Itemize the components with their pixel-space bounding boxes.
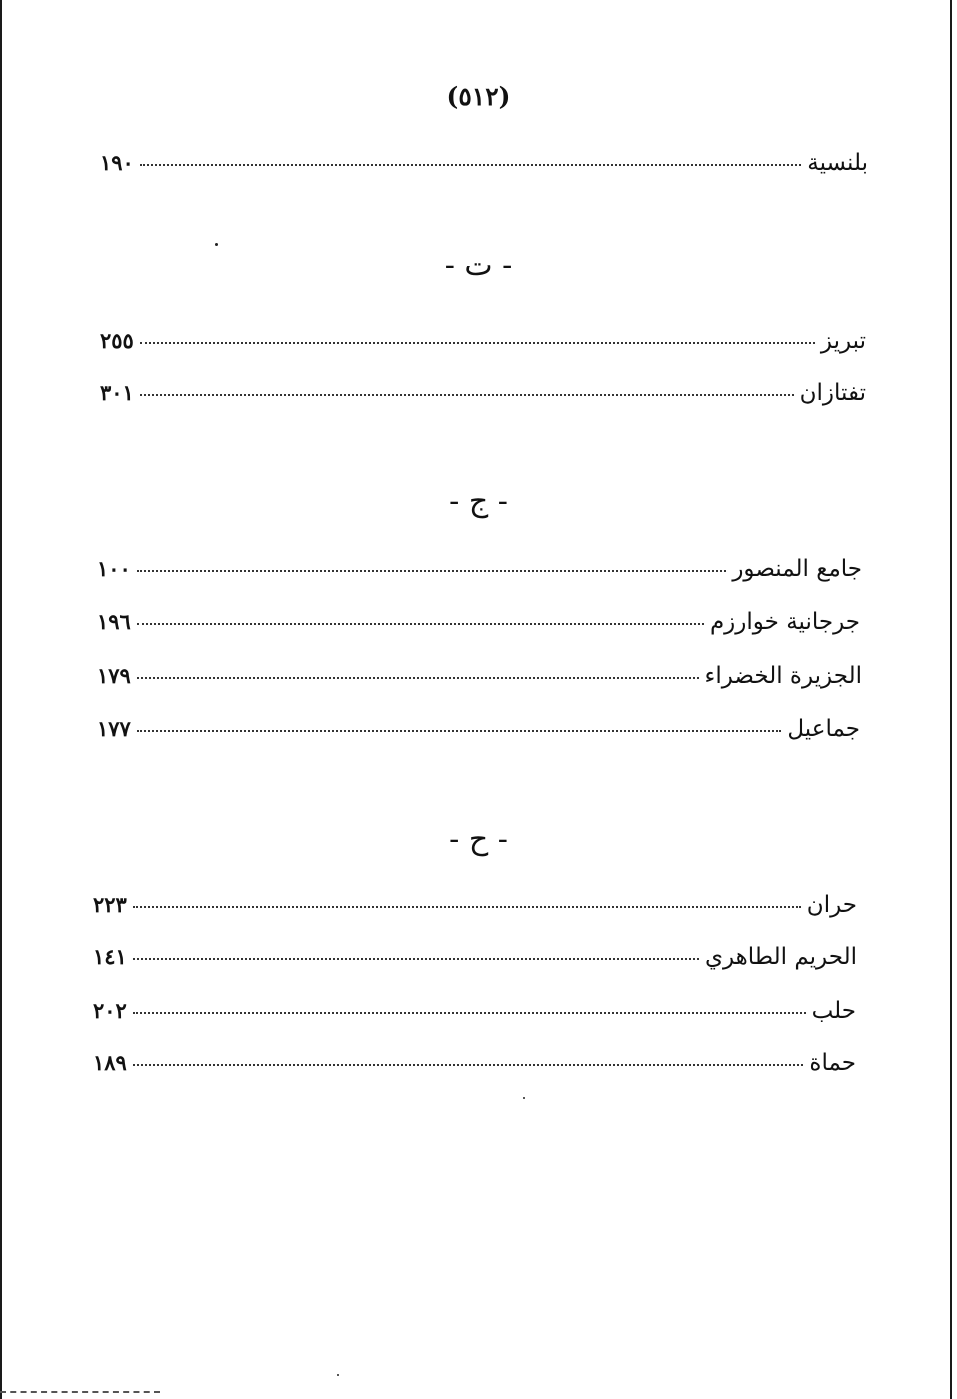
dot-leader (137, 623, 704, 625)
dot-leader (133, 958, 699, 960)
entry-place-name: جرجانية خوارزم (709, 609, 860, 635)
index-entry (93, 892, 857, 926)
entry-place-name: جماعيل (787, 716, 860, 742)
dot-leader (133, 1064, 804, 1066)
entry-place-name: جامع المنصور (732, 556, 862, 582)
index-entry (93, 944, 857, 978)
entry-place-name: الحريم الطاهري (704, 944, 857, 970)
index-entry (93, 998, 856, 1032)
entry-page-number: ١٩٠ (100, 150, 134, 175)
index-entry (97, 716, 860, 750)
scan-speck (337, 1374, 339, 1376)
dot-leader (133, 1012, 806, 1014)
entry-page-number: ٢٠٢ (93, 998, 127, 1023)
index-entry (93, 1050, 856, 1084)
entry-page-number: ٣٠١ (100, 380, 134, 405)
dot-leader (140, 164, 801, 166)
index-entry (100, 328, 866, 362)
index-entry (97, 609, 860, 643)
dot-leader (137, 570, 726, 572)
index-entry (97, 663, 862, 697)
section-header-jim: - ج - (449, 484, 508, 519)
index-entry (100, 380, 866, 414)
entry-page-number: ٢٢٣ (93, 892, 127, 917)
scan-speck (215, 243, 218, 246)
entry-page-number: ١٨٩ (93, 1050, 127, 1075)
index-entry (97, 556, 862, 590)
section-header-ha: - ح - (449, 822, 508, 857)
entry-page-number: ١٠٠ (97, 556, 131, 581)
entry-place-name: حران (806, 892, 857, 918)
entry-page-number: ١٩٦ (97, 609, 131, 634)
scan-speck (523, 1097, 525, 1099)
scan-edge-bottom (0, 1391, 160, 1393)
scan-edge-left (0, 0, 2, 1399)
dot-leader (137, 730, 782, 732)
scan-edge-right (950, 0, 952, 1399)
entry-page-number: ١٤١ (93, 944, 127, 969)
entry-place-name: تفتازان (799, 380, 866, 406)
entry-place-name: الجزيرة الخضراء (704, 663, 862, 689)
entry-page-number: ١٧٩ (97, 663, 131, 688)
entry-page-number: ٢٥٥ (100, 328, 134, 353)
dot-leader (137, 677, 699, 679)
index-entry (100, 150, 868, 184)
entry-place-name: حماة (809, 1050, 856, 1076)
entry-page-number: ١٧٧ (97, 716, 131, 741)
entry-place-name: حلب (811, 998, 856, 1024)
page-number: (٥١٢) (446, 82, 511, 111)
entry-place-name: بلنسية (807, 150, 868, 176)
dot-leader (140, 394, 794, 396)
entry-place-name: تبريز (820, 328, 866, 354)
dot-leader (140, 342, 815, 344)
section-header-ta: - ت - (444, 248, 513, 283)
dot-leader (133, 906, 801, 908)
